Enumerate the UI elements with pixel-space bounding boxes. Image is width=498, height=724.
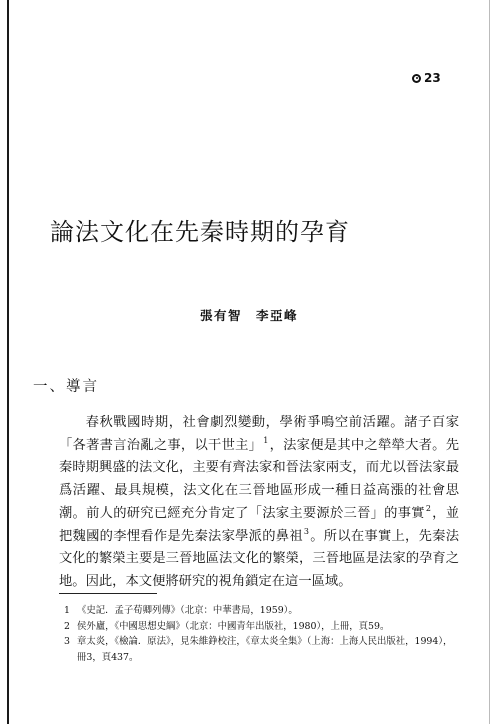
section-heading: 一、導言	[33, 379, 99, 395]
circle-ornament-icon	[412, 74, 421, 83]
footnote-number: 1	[64, 605, 70, 616]
footnote-text: 章太炎，《檢論．原法》，見朱維錚校注，《章太炎全集》（上海：上海人民出版社，1994），冊3，頁437。	[77, 636, 453, 663]
footnote-item	[64, 634, 454, 665]
page-left-border	[7, 0, 9, 724]
footnote-text: 侯外廬，《中國思想史綱》（北京：中國青年出版社，1980），上冊，頁59。	[77, 620, 390, 632]
footnote-item	[64, 619, 454, 635]
page-number	[412, 71, 441, 85]
footnote-number: 2	[64, 620, 70, 632]
paragraph	[59, 412, 459, 594]
paragraph-text: 。所以在事實上，先秦法文化的繁榮主要是三晉地區法文化的繁榮，三晉地區是法家的孕育之地。因此，本文便將研究的視角鎖定在這一區域。	[59, 528, 460, 589]
page-right-border	[489, 0, 490, 724]
author-line	[0, 306, 498, 324]
footnote-ref[interactable]: 2	[425, 504, 431, 514]
footnote-number: 3	[64, 636, 70, 647]
footnote-divider	[59, 593, 157, 594]
paragraph-text: 春秋戰國時期，社會劇烈變動，學術爭鳴空前活躍。諸子百家「各著書言治亂之事，以干世主」	[59, 415, 459, 453]
paragraph-text: ，並把魏國的李悝看作是先秦法家學派的鼻祖	[59, 505, 460, 544]
footnote-text: 《史記．孟子荀卿列傳》（北京：中華書局，1959）。	[77, 605, 298, 616]
author-name: 李亞峰	[256, 308, 299, 323]
footnote-ref[interactable]: 1	[263, 436, 269, 446]
paragraph-text: ，法家便是其中之犖犖大者。先秦時期興盛的法文化，主要有齊法家和晉法家兩支，而尤以晉法家最爲活躍、最具規模，法文化在三晉地區形成一種日益高漲的社會思潮。前人的研究已經充分肯定了「法家主要源於三晉」的事實	[59, 437, 460, 521]
footnote-ref[interactable]: 3	[303, 527, 309, 537]
author-name: 張有智	[199, 308, 242, 323]
footnote-item	[64, 603, 454, 619]
body-text	[59, 412, 459, 594]
page-number-text: 23	[424, 71, 441, 85]
article-title: 論法文化在先秦時期的孕育	[50, 218, 350, 247]
footnotes	[64, 603, 454, 665]
